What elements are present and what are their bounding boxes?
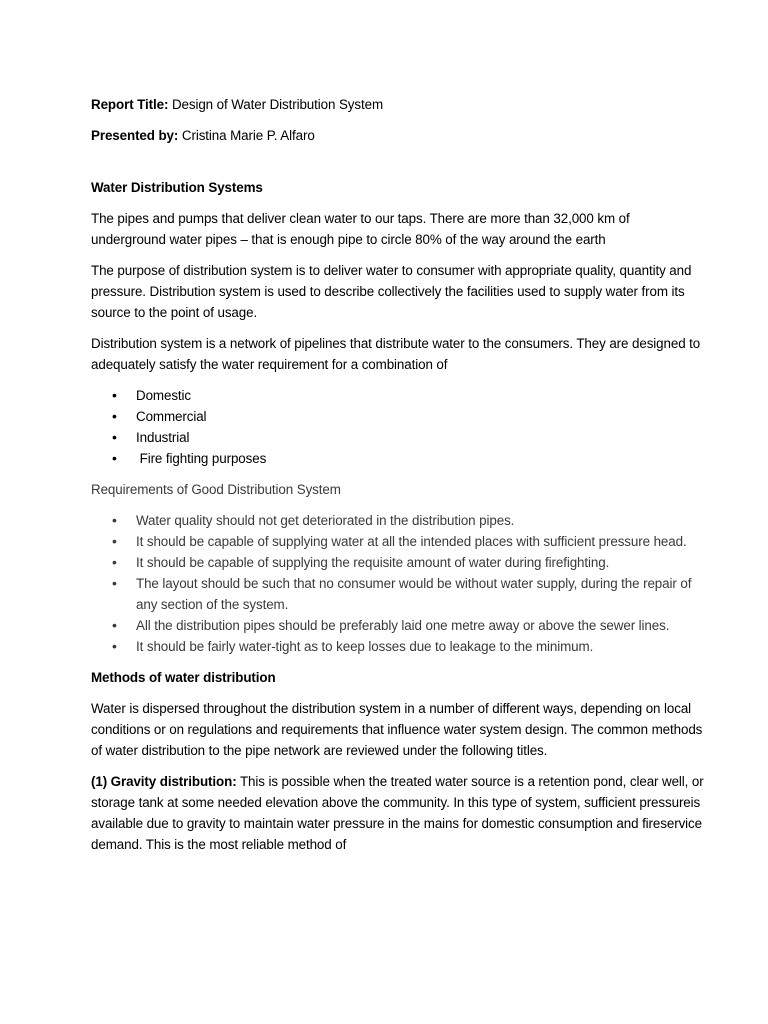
report-title-line bbox=[91, 94, 708, 115]
paragraph-gravity-distribution bbox=[91, 771, 708, 855]
gravity-distribution-label: (1) Gravity distribution: bbox=[91, 774, 237, 789]
list-item: • It should be fairly water-tight as to keep losses due to leakage to the minimum. bbox=[91, 636, 708, 657]
presented-by-value: Cristina Marie P. Alfaro bbox=[181, 128, 315, 143]
report-title-value: Design of Water Distribution System bbox=[171, 97, 384, 112]
list-item: • Water quality should not get deteriorated in the distribution pipes. bbox=[91, 510, 708, 531]
presented-by-label: Presented by: bbox=[91, 128, 179, 143]
paragraph-purpose: The purpose of distribution system is to deliver water to consumer with appropriate quality, quantity and pressure. Distribution system is used to describe collectively the facilities used to supply water from its source to the point of usage. bbox=[91, 263, 692, 320]
list-item: • It should be capable of supplying water at all the intended places with sufficient pressure head. bbox=[91, 531, 708, 552]
paragraph-network: Distribution system is a network of pipelines that distribute water to the consumers. They are designed to adequately satisfy the water requirement for a combination of bbox=[91, 336, 701, 372]
list-item: • Commercial bbox=[91, 406, 708, 427]
list-item: • The layout should be such that no consumer would be without water supply, during the repair of any section of the system. bbox=[91, 573, 708, 615]
section-heading-methods: Methods of water distribution bbox=[91, 670, 276, 685]
presented-by-line bbox=[91, 125, 708, 146]
paragraph-methods-intro: Water is dispersed throughout the distribution system in a number of different ways, depending on local conditions or on regulations and requirements that influence water system design. The common methods of water distribution to the pipe network are reviewed under the following titles. bbox=[91, 701, 703, 758]
paragraph-pipes-and-pumps: The pipes and pumps that deliver clean water to our taps. There are more than 32,000 km of underground water pipes – that is enough pipe to circle 80% of the way around the earth bbox=[91, 211, 630, 247]
list-item: • It should be capable of supplying the requisite amount of water during firefighting. bbox=[91, 552, 708, 573]
list-item: • All the distribution pipes should be preferably laid one metre away or above the sewer lines. bbox=[91, 615, 708, 636]
gravity-distribution-text: This is possible when the treated water source is a retention pond, clear well, or storage tank at some needed elevation above the community. In this type of system, sufficient pressureis available due to gravity to maintain water pressure in the mains for domestic consumption and fireservice demand. This is the most reliable method of bbox=[91, 774, 704, 852]
report-title-label: Report Title: bbox=[91, 97, 169, 112]
list-item: • Industrial bbox=[91, 427, 708, 448]
list-item: • Fire fighting purposes bbox=[91, 448, 708, 469]
uses-list bbox=[91, 385, 708, 469]
requirements-list bbox=[91, 510, 708, 657]
section-heading-requirements: Requirements of Good Distribution System bbox=[91, 482, 341, 497]
section-heading-water-distribution: Water Distribution Systems bbox=[91, 180, 263, 195]
list-item: • Domestic bbox=[91, 385, 708, 406]
